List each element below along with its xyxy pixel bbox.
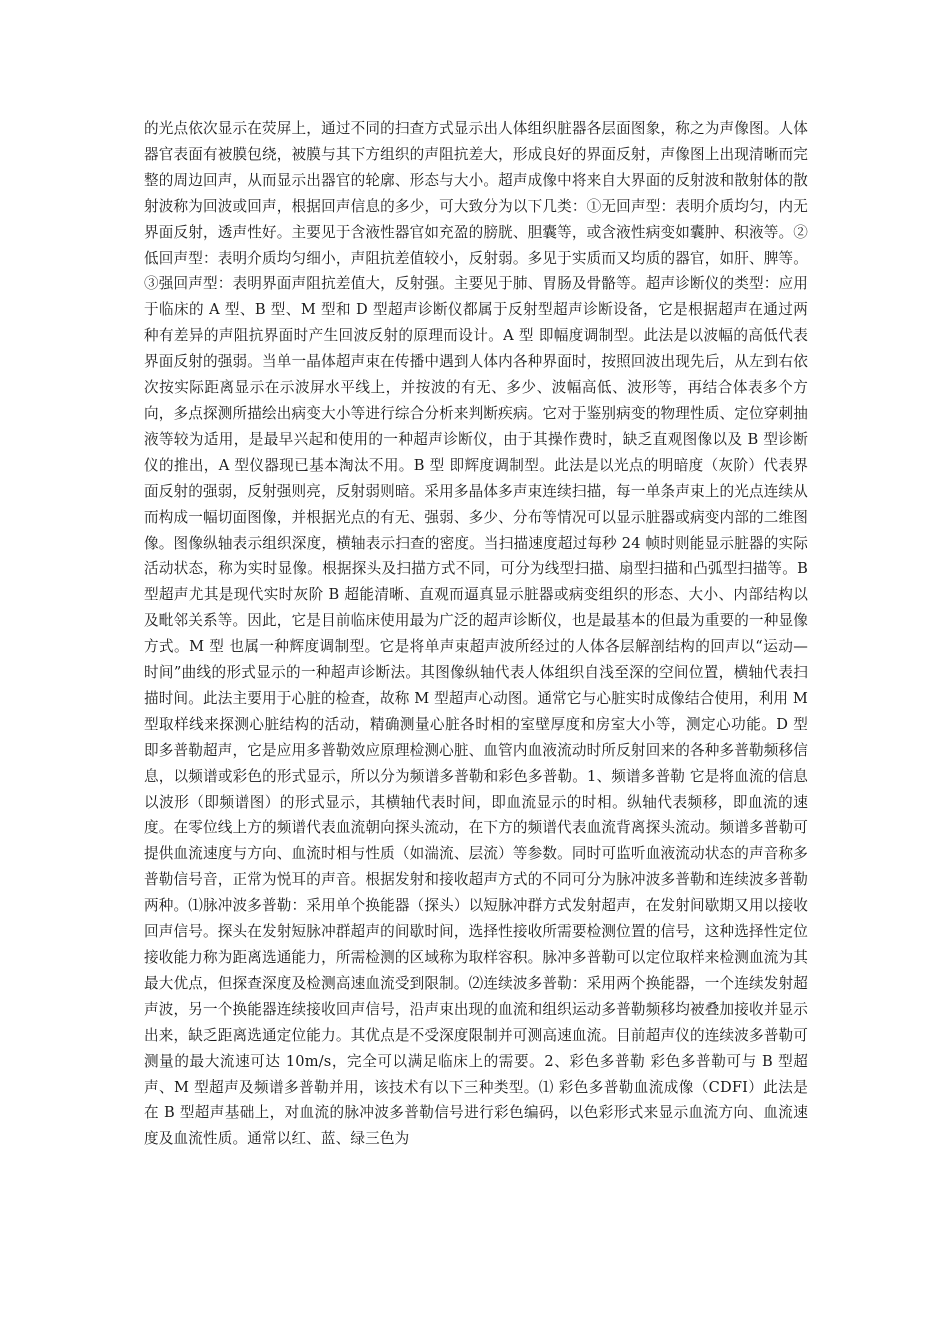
body-text: 的光点依次显示在荧屏上，通过不同的扫查方式显示出人体组织脏器各层面图象，称之为声像图。人体器官表面有被膜包绕，被膜与其下方组织的声阻抗差大，形成良好的界面反射，声像图上出现清晰而完整的周边回声，从而显示出器官的轮廓、形态与大小。超声成像中将来自大界面的反射波和散射体的散射波称为回波或回声，根据回声信息的多少，可大致分为以下几类：①无回声型：表明介质均匀，内无界面反射，透声性好。主要见于含液性器官如充盈的膀胱、胆囊等，或含液性病变如囊肿、积液等。②低回声型：表明介质均匀细小，声阻抗差值较小，反射弱。多见于实质而又均质的器官，如肝、脾等。③强回声型：表明界面声阻抗差值大，反射强。主要见于肺、胃肠及骨骼等。超声诊断仪的类型：应用于临床的 A 型、B 型、M 型和 D 型超声诊断仪都属于反射型超声诊断设备，它是根据超声在通过两种有差异的声阻抗界面时产生回波反射的原理而设计。A 型 即幅度调制型。此法是以波幅的高低代表界面反射的强弱。当单一晶体超声束在传播中遇到人体内各种界面时，按照回波出现先后，从左到右依次按实际距离显示在示波屏水平线上，并按波的有无、多少、波幅高低、波形等，再结合体表多个方向，多点探测所描绘出病变大小等进行综合分析来判断疾病。它对于鉴别病变的物理性质、定位穿刺抽液等较为适用，是最早兴起和使用的一种超声诊断仪，由于其操作费时，缺乏直观图像以及 B 型诊断仪的推出，A 型仪器现已基本淘汰不用。B 型 即辉度调制型。此法是以光点的明暗度（灰阶）代表界面反射的强弱，反射强则亮，反射弱则暗。采用多晶体多声束连续扫描，每一单条声束上的光点连续从而构成一幅切面图像，并根据光点的有无、强弱、多少、分布等情况可以显示脏器或病变内部的二维图像。图像纵轴表示组织深度，横轴表示扫查的密度。当扫描速度超过每秒 24 帧时则能显示脏器的实际活动状态，称为实时显像。根据探头及扫描方式不同，可分为线型扫描、扇型扫描和凸弧型扫描等。B 型超声尤其是现代实时灰阶 B 超能清晰、直观而逼真显示脏器或病变组织的形态、大小、内部结构以及毗邻关系等。因此，它是目前临床使用最为广泛的超声诊断仪，也是最基本的但最为重要的一种显像方式。M 型 也属一种辉度调制型。它是将单声束超声波所经过的人体各层解剖结构的回声以“运动—时间”曲线的形式显示的一种超声诊断法。其图像纵轴代表人体组织自浅至深的空间位置，横轴代表扫描时间。此法主要用于心脏的检查，故称 M 型超声心动图。通常它与心脏实时成像结合使用，利用 M 型取样线来探测心脏结构的活动，精确测量心脏各时相的室壁厚度和房室大小等，测定心功能。D 型 即多普勒超声，它是应用多普勒效应原理检测心脏、血管内血液流动时所反射回来的各种多普勒频移信息，以频谱或彩色的形式显示，所以分为频谱多普勒和彩色多普勒。1、频谱多普勒 它是将血流的信息以波形（即频谱图）的形式显示，其横轴代表时间，即血流显示的时相。纵轴代表频移，即血流的速度。在零位线上方的频谱代表血流朝向探头流动，在下方的频谱代表血流背离探头流动。频谱多普勒可提供血流速度与方向、血流时相与性质（如湍流、层流）等参数。同时可监听血液流动状态的声音称多普勒信号音，正常为悦耳的声音。根据发射和接收超声方式的不同可分为脉冲波多普勒和连续波多普勒两种。⑴脉冲波多普勒：采用单个换能器（探头）以短脉冲群方式发射超声，在发射间歇期又用以接收回声信号。探头在发射短脉冲群超声的间歇时间，选择性接收所需要检测位置的信号，这种选择性定位接收能力称为距离选通能力，所需检测的区域称为取样容积。脉冲多普勒可以定位取样来检测血流为其最大优点，但探查深度及检测高速血流受到限制。⑵连续波多普勒：采用两个换能器，一个连续发射超声波，另一个换能器连续接收回声信号，沿声束出现的血流和组织运动多普勒频移均被叠加接收并显示出来，缺乏距离选通定位能力。其优点是不受深度限制并可测高速血流。目前超声仪的连续波多普勒可测量的最大流速可达 10m/s，完全可以满足临床上的需要。2、彩色多普勒 彩色多普勒可与 B 型超声、M 型超声及频谱多普勒并用，该技术有以下三种类型。⑴ 彩色多普勒血流成像（CDFI）此法是在 B 型超声基础上，对血流的脉冲波多普勒信号进行彩色编码，以色彩形式来显示血流方向、血流速度及血流性质。通常以红、蓝、绿三色为: [144, 120, 808, 1148]
